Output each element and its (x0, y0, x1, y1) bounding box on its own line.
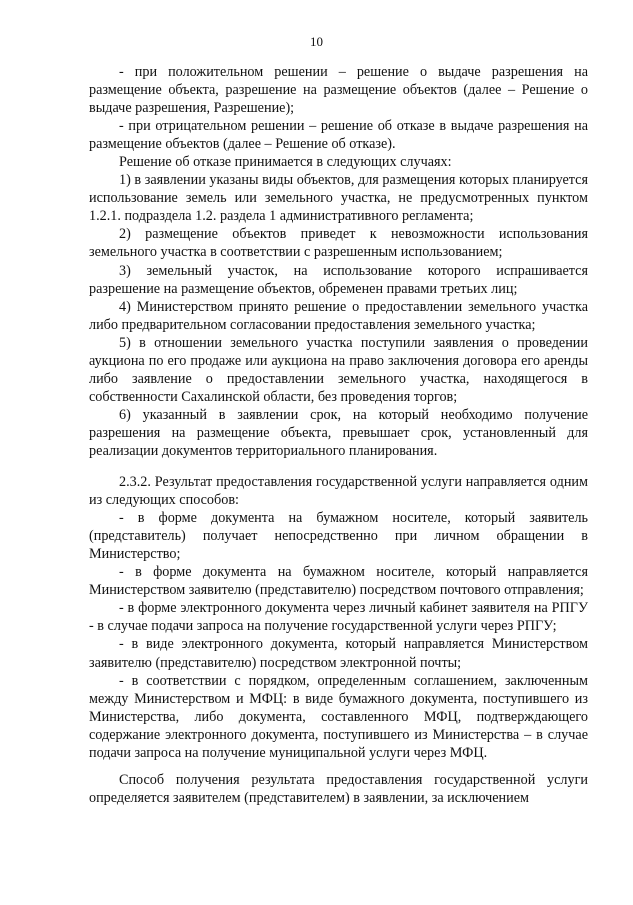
paragraph: 2) размещение объектов приведет к невозможности использования земельного участка в соответствии с разрешенным использованием; (89, 226, 588, 261)
paragraph: - в форме документа на бумажном носителе, который направляется Министерством заявителю (представителю) посредством почтового отправления; (89, 564, 588, 599)
paragraph: 2.3.2. Результат предоставления государственной услуги направляется одним из следующих способов: (89, 474, 588, 509)
paragraph: 3) земельный участок, на использование которого испрашивается разрешение на размещение объектов, обременен правами третьих лиц; (89, 262, 588, 297)
paragraph: 4) Министерством принято решение о предоставлении земельного участка либо предварительном согласовании предоставления земельного участка; (89, 298, 588, 333)
paragraph: 1) в заявлении указаны виды объектов, для размещения которых планируется использование земель или земельного участка, не предусмотренных пунктом 1.2.1. подраздела 1.2. раздела 1 административного регламента; (89, 172, 588, 225)
paragraph: Способ получения результата предоставления государственной услуги определяется заявителем (представителем) в заявлении, за исключением (89, 771, 588, 806)
page-number: 10 (310, 34, 323, 49)
paragraph: Решение об отказе принимается в следующих случаях: (119, 154, 452, 171)
document-body (89, 63, 588, 807)
paragraph: - при положительном решении – решение о выдаче разрешения на размещение объекта, разрешение на размещение объектов (далее – Решение о выдаче разрешения, Разрешение); (89, 64, 588, 117)
paragraph: 6) указанный в заявлении срок, на который необходимо получение разрешения на размещение объекта, превышает срок, установленный для реализации документов территориального планирования. (89, 406, 588, 459)
paragraph: - в форме электронного документа через личный кабинет заявителя на РПГУ - в случае подачи запроса на получение государственной услуги через РПГУ; (89, 600, 588, 635)
paragraph: - при отрицательном решении – решение об отказе в выдаче разрешения на размещение объектов (далее – Решение об отказе). (89, 118, 588, 153)
paragraph: - в виде электронного документа, который направляется Министерством заявителю (представителю) посредством электронной почты; (89, 636, 588, 671)
paragraph: - в форме документа на бумажном носителе, который заявитель (представитель) получает непосредственно при личном обращении в Министерство; (89, 510, 588, 563)
paragraph: - в соответствии с порядком, определенным соглашением, заключенным между Министерством и МФЦ: в виде бумажного документа, поступившего из Министерства, либо документа, составленного МФЦ, подтверждающего содержание электронного документа, поступившего из Министерства – в случае подачи запроса на получение муниципальной услуги через МФЦ. (89, 672, 588, 761)
paragraph: 5) в отношении земельного участка поступили заявления о проведении аукциона по его продаже или аукциона на право заключения договора его аренды либо заявление о предоставлении земельного участка, находящегося в собственности Сахалинской области, без проведения торгов; (89, 334, 588, 405)
